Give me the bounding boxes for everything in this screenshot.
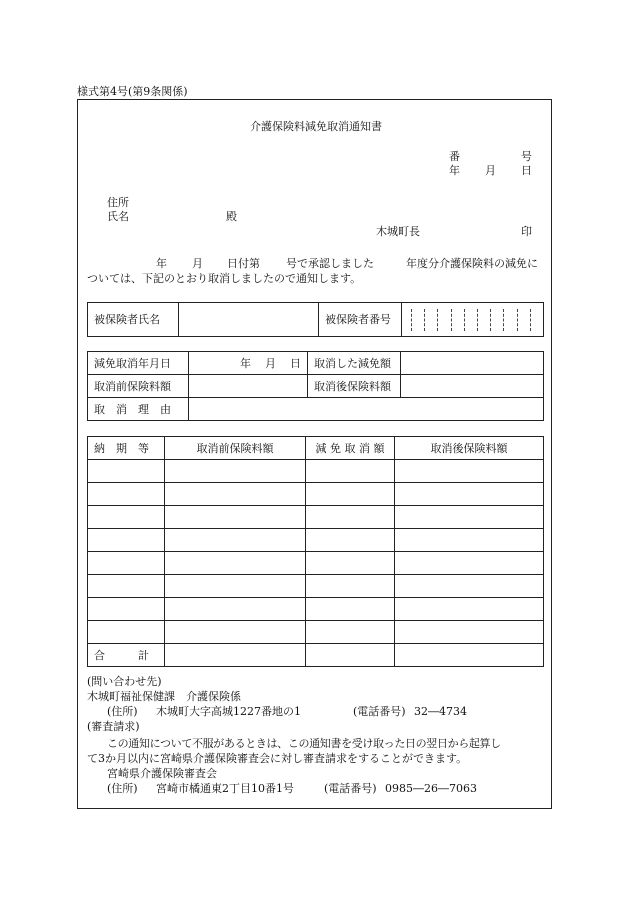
inquiry-department: 木城町福祉保健課 介護保険係 [87, 690, 241, 703]
insured-name-label: 被保険者氏名 [88, 303, 179, 337]
inquiry-heading: (問い合わせ先) [87, 675, 162, 688]
cell[interactable] [306, 621, 395, 644]
digit-cell [437, 309, 450, 331]
digit-cell [517, 309, 530, 331]
before-amount-field[interactable] [189, 375, 308, 398]
cancel-date-field[interactable] [189, 352, 308, 375]
cancellation-table [87, 351, 544, 421]
cell[interactable] [306, 552, 395, 575]
body-number: 号で承認しました [286, 257, 374, 270]
cell[interactable] [306, 598, 395, 621]
form-number-label: 様式第4号(第9条関係) [77, 85, 188, 98]
cell[interactable] [395, 575, 544, 598]
appeal-organization: 宮崎県介護保険審査会 [107, 767, 217, 780]
cell[interactable] [395, 529, 544, 552]
cell[interactable] [306, 483, 395, 506]
appeal-address: 宮崎市橘通東2丁目10番1号 [156, 782, 294, 795]
table-row [88, 575, 544, 598]
cell[interactable] [165, 483, 306, 506]
digit-cell [477, 309, 490, 331]
cancelled-amount-label: 取消した減免額 [308, 352, 401, 375]
cell[interactable] [88, 460, 165, 483]
reason-field[interactable] [189, 398, 544, 421]
cell[interactable] [88, 483, 165, 506]
cell[interactable] [88, 598, 165, 621]
cell[interactable] [165, 575, 306, 598]
cell[interactable] [395, 552, 544, 575]
col-header-before: 取消前保険料額 [165, 437, 306, 460]
appeal-phone-label: (電話番号) [324, 782, 377, 795]
table-row [88, 552, 544, 575]
col-header-cancel: 減 免 取 消 額 [306, 437, 395, 460]
cell[interactable] [165, 460, 306, 483]
insured-number-field[interactable] [402, 303, 544, 337]
cell[interactable] [395, 483, 544, 506]
cell[interactable] [88, 506, 165, 529]
total-label: 合 計 [88, 644, 165, 667]
col-header-after: 取消後保険料額 [395, 437, 544, 460]
digit-cell [530, 309, 543, 331]
name-label: 氏名 [107, 210, 129, 223]
cancel-date-label: 減免取消年月日 [88, 352, 189, 375]
cell[interactable] [395, 506, 544, 529]
cell[interactable] [306, 575, 395, 598]
digit-cell [411, 309, 424, 331]
header-go: 号 [521, 150, 532, 163]
cell[interactable] [88, 529, 165, 552]
cell[interactable] [306, 529, 395, 552]
digit-cell [490, 309, 503, 331]
inquiry-address: 木城町大字高城1227番地の1 [156, 705, 301, 718]
cell[interactable] [395, 460, 544, 483]
insured-table [87, 302, 544, 337]
col-header-period: 納 期 等 [88, 437, 165, 460]
cancel-date-day: 日 [290, 356, 301, 370]
cancelled-amount-field[interactable] [401, 352, 544, 375]
document-title: 介護保険料減免取消通知書 [250, 120, 382, 133]
period-table [87, 436, 544, 667]
digit-cell [464, 309, 477, 331]
cell[interactable] [88, 575, 165, 598]
insured-name-field[interactable] [179, 303, 319, 337]
cell[interactable] [88, 552, 165, 575]
total-before-field[interactable] [165, 644, 306, 667]
body-line2: ついては、下記のとおり取消しましたので通知します。 [87, 272, 362, 285]
header-day: 日 [521, 164, 532, 177]
body-month: 月 [192, 257, 203, 270]
digit-cell [451, 309, 464, 331]
cell[interactable] [165, 621, 306, 644]
cell[interactable] [395, 598, 544, 621]
header-ban: 番 [449, 150, 460, 163]
issuer-name: 木城町長 [376, 225, 420, 238]
table-row [88, 483, 544, 506]
cell[interactable] [306, 460, 395, 483]
digit-cell [503, 309, 516, 331]
total-after-field[interactable] [395, 644, 544, 667]
appeal-phone: 0985―26―7063 [385, 782, 477, 795]
inquiry-phone-label: (電話番号) [353, 705, 406, 718]
cancel-date-year: 年 [240, 356, 251, 370]
inquiry-phone: 32―4734 [414, 705, 467, 718]
table-row [88, 598, 544, 621]
header-year: 年 [449, 164, 460, 177]
appeal-line1: この通知について不服があるときは、この通知書を受け取った日の翌日から起算し [107, 737, 501, 750]
cell[interactable] [306, 506, 395, 529]
cancel-date-month: 月 [265, 356, 276, 370]
body-year: 年 [156, 257, 167, 270]
cell[interactable] [88, 621, 165, 644]
header-month: 月 [485, 164, 496, 177]
appeal-address-label: (住所) [107, 782, 138, 795]
seal-mark: 印 [521, 225, 532, 238]
inquiry-address-label: (住所) [107, 705, 138, 718]
table-row [88, 621, 544, 644]
table-row [88, 506, 544, 529]
cell[interactable] [165, 598, 306, 621]
digit-cell [424, 309, 437, 331]
cell[interactable] [165, 506, 306, 529]
body-rest: 年度分介護保険料の減免に [406, 257, 538, 270]
table-row [88, 460, 544, 483]
cell[interactable] [395, 621, 544, 644]
insured-number-label: 被保険者番号 [319, 303, 402, 337]
honorific: 殿 [226, 210, 237, 223]
address-label: 住所 [107, 196, 129, 209]
table-row [88, 529, 544, 552]
total-row [88, 644, 544, 667]
appeal-heading: (審査請求) [87, 720, 140, 733]
appeal-line2: て3か月以内に宮崎県介護保険審査会に対し審査請求をすることができます。 [87, 752, 468, 765]
reason-label: 取 消 理 由 [88, 398, 189, 421]
total-cancel-field[interactable] [306, 644, 395, 667]
cell[interactable] [165, 552, 306, 575]
after-amount-field[interactable] [401, 375, 544, 398]
body-date: 日付第 [227, 257, 260, 270]
before-amount-label: 取消前保険料額 [88, 375, 189, 398]
after-amount-label: 取消後保険料額 [308, 375, 401, 398]
cell[interactable] [165, 529, 306, 552]
